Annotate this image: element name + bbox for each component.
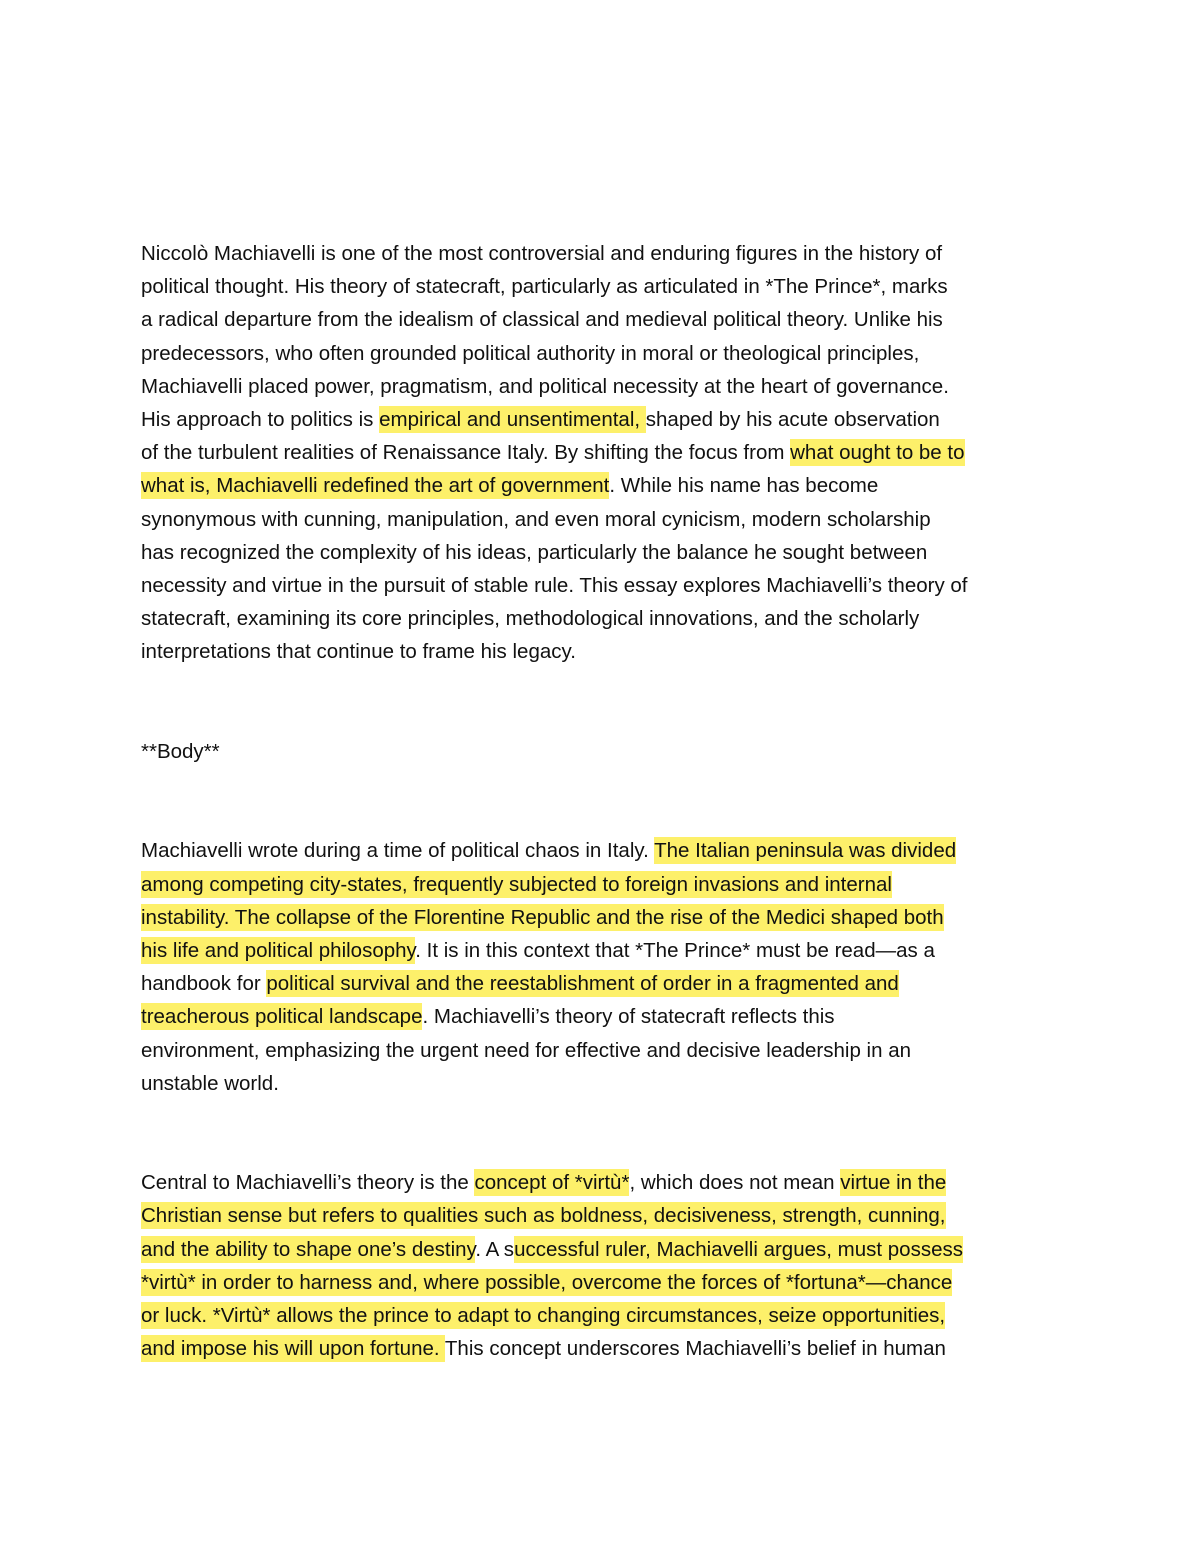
highlighted-text: *Virtù* allows the prince to adapt to changing circumstances, seize opportunities,: [212, 1304, 946, 1327]
text-line: [141, 1199, 1071, 1232]
highlighted-text: Christian sense but refers to qualities such as boldness, decisiveness, strength, cunning,: [141, 1204, 946, 1228]
text-run: predecessors, who often grounded political authority in moral or theological principles,: [141, 341, 920, 365]
highlighted-text: virtue in the: [840, 1171, 947, 1195]
text-line: [141, 536, 1071, 569]
text-line: [141, 635, 1071, 668]
text-line: [141, 868, 1071, 901]
text-run: political thought. His theory of statecraft, particularly as articulated in *The Prince*, marks: [141, 275, 948, 299]
paragraph-spacer: [141, 702, 1071, 735]
highlighted-text: treacherous political landscape: [141, 1005, 423, 1029]
text-line: [141, 602, 1071, 635]
highlighted-text: or luck.: [141, 1304, 213, 1327]
text-run: handbook for: [141, 972, 267, 996]
text-line: [141, 1000, 1071, 1033]
document-body: [141, 237, 1071, 1365]
highlighted-text: among competing city-states, frequently subjected to foreign invasions and internal: [141, 872, 892, 896]
text-line: [141, 370, 1071, 403]
text-run: shaped by his acute observation: [645, 407, 940, 431]
text-run: a radical departure from the idealism of classical and medieval political theory. Unlike his: [141, 308, 943, 332]
highlighted-text: concept of *virtù*: [474, 1171, 630, 1195]
text-line: [141, 270, 1071, 303]
highlighted-text: empirical and unsentimental,: [379, 407, 646, 431]
text-line: [141, 1299, 1071, 1332]
highlighted-text: The Italian peninsula was divided: [654, 839, 957, 863]
highlighted-text: uccessful ruler, Machiavelli argues, must possess: [514, 1237, 963, 1261]
text-line: [141, 1233, 1071, 1266]
highlighted-text: *virtù* in order to harness and, where possible, overcome the forces of *fortuna*—chance: [141, 1270, 953, 1294]
text-run: necessity and virtue in the pursuit of stable rule. This essay explores Machiavelli’s theory of: [141, 573, 968, 597]
highlighted-text: what is, Machiavelli redefined the art of government: [141, 474, 610, 498]
text-line: [141, 337, 1071, 370]
text-run: of the turbulent realities of Renaissance Italy. By shifting the focus from: [141, 441, 791, 465]
text-run: Machiavelli wrote during a time of political chaos in Italy.: [141, 839, 655, 863]
text-line: [141, 436, 1071, 469]
paragraph: [141, 834, 1071, 1100]
paragraph-spacer: [141, 801, 1071, 834]
text-run: unstable world.: [141, 1071, 279, 1095]
text-run: statecraft, examining its core principles, methodological innovations, and the scholarly: [141, 607, 920, 631]
text-run: Machiavelli placed power, pragmatism, and political necessity at the heart of governance.: [141, 374, 949, 398]
section-heading: [141, 735, 1071, 768]
highlighted-text: and the ability to shape one’s destiny: [141, 1237, 476, 1261]
text-line: [141, 1067, 1071, 1100]
text-line: [141, 967, 1071, 1000]
text-line: [141, 303, 1071, 336]
text-line: [141, 503, 1071, 536]
paragraph-spacer: [141, 768, 1071, 801]
text-line: [141, 237, 1071, 270]
document-page: [141, 237, 1071, 1365]
highlighted-text: what ought to be to: [790, 441, 965, 465]
text-run: Central to Machiavelli’s theory is the: [141, 1171, 475, 1195]
text-run: . A s: [475, 1237, 515, 1261]
text-line: [141, 1266, 1071, 1299]
paragraph-spacer: [141, 1100, 1071, 1133]
text-run: **Body**: [141, 739, 220, 763]
text-run: synonymous with cunning, manipulation, and even moral cynicism, modern scholarship: [141, 507, 931, 531]
paragraph: [141, 237, 1071, 668]
highlighted-text: political survival and the reestablishment of order in a fragmented and: [266, 972, 899, 996]
highlighted-text: and impose his will upon fortune.: [141, 1337, 445, 1361]
text-run: , which does not mean: [629, 1171, 841, 1195]
text-line: [141, 1166, 1071, 1199]
paragraph-spacer: [141, 668, 1071, 701]
text-line: [141, 469, 1071, 502]
text-line: [141, 1332, 1071, 1365]
paragraph-spacer: [141, 1133, 1071, 1166]
paragraph: [141, 1166, 1071, 1365]
text-run: interpretations that continue to frame his legacy.: [141, 640, 576, 664]
text-run: . While his name has become: [609, 474, 879, 498]
text-run: His approach to politics is: [141, 407, 380, 431]
text-line: [141, 834, 1071, 867]
text-run: This concept underscores Machiavelli’s belief in human: [444, 1337, 946, 1361]
text-run: . It is in this context that *The Prince* must be read—as a: [415, 938, 935, 962]
text-run: has recognized the complexity of his ideas, particularly the balance he sought between: [141, 540, 928, 564]
highlighted-text: instability. The collapse of the Florentine Republic and the rise of the Medici shaped both: [141, 905, 944, 929]
text-line: [141, 569, 1071, 602]
text-line: [141, 403, 1071, 436]
text-line: [141, 901, 1071, 934]
text-run: environment, emphasizing the urgent need for effective and decisive leadership in an: [141, 1038, 911, 1062]
text-line: [141, 934, 1071, 967]
text-run: Niccolò Machiavelli is one of the most controversial and enduring figures in the history of: [141, 242, 943, 265]
text-line: [141, 735, 1071, 768]
text-line: [141, 1034, 1071, 1067]
text-run: . Machiavelli’s theory of statecraft reflects this: [422, 1005, 835, 1029]
highlighted-text: his life and political philosophy: [141, 938, 416, 962]
